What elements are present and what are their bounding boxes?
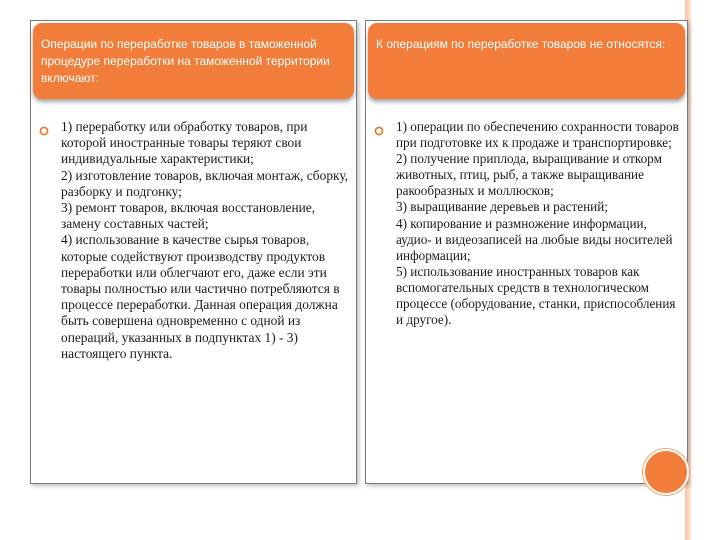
right-column-panel	[365, 20, 688, 484]
left-column-body-text: 1) переработку или обработку товаров, при которой иностранные товары теряют свои индивидуальные характеристики; 2) изготовление товаров, включая монтаж, сборку, разборку и подгонку; 3) ремонт товаров, включая восстановление, замену составных частей; 4) использование в качестве сырья товаров, которые содействуют производству продуктов переработки или облегчают его, даже если эти товары полностью или частично потребляются в процессе переработки. Данная операция должна быть совершена одновременно с одной из операций, указанных в подпунктах 1) - 3) настоящего пункта.	[61, 119, 349, 361]
right-column-header: К операциям по переработке товаров не относятся:	[368, 23, 685, 99]
right-column-body-text: 1) операции по обеспечению сохранности товаров при подготовке их к продаже и транспортировке; 2) получение приплода, выращивание и откорм животных, птиц, рыб, а также выращивание ракообразных и моллюсков; 3) выращивание деревьев и растений; 4) копирование и размножение информации, аудио- и видеозаписей на любые виды носителей информации; 5) использование иностранных товаров как вспомогательных средств в технологическом процессе (оборудование, станки, приспособления и другое).	[396, 119, 679, 328]
left-column-header: Операции по переработке товаров в таможенной процедуре переработки на таможенной территории включают:	[33, 23, 354, 99]
circle-decoration-icon	[643, 449, 689, 495]
bullet-icon	[374, 123, 384, 133]
bullet-icon	[39, 123, 49, 133]
left-column-panel	[30, 20, 357, 484]
